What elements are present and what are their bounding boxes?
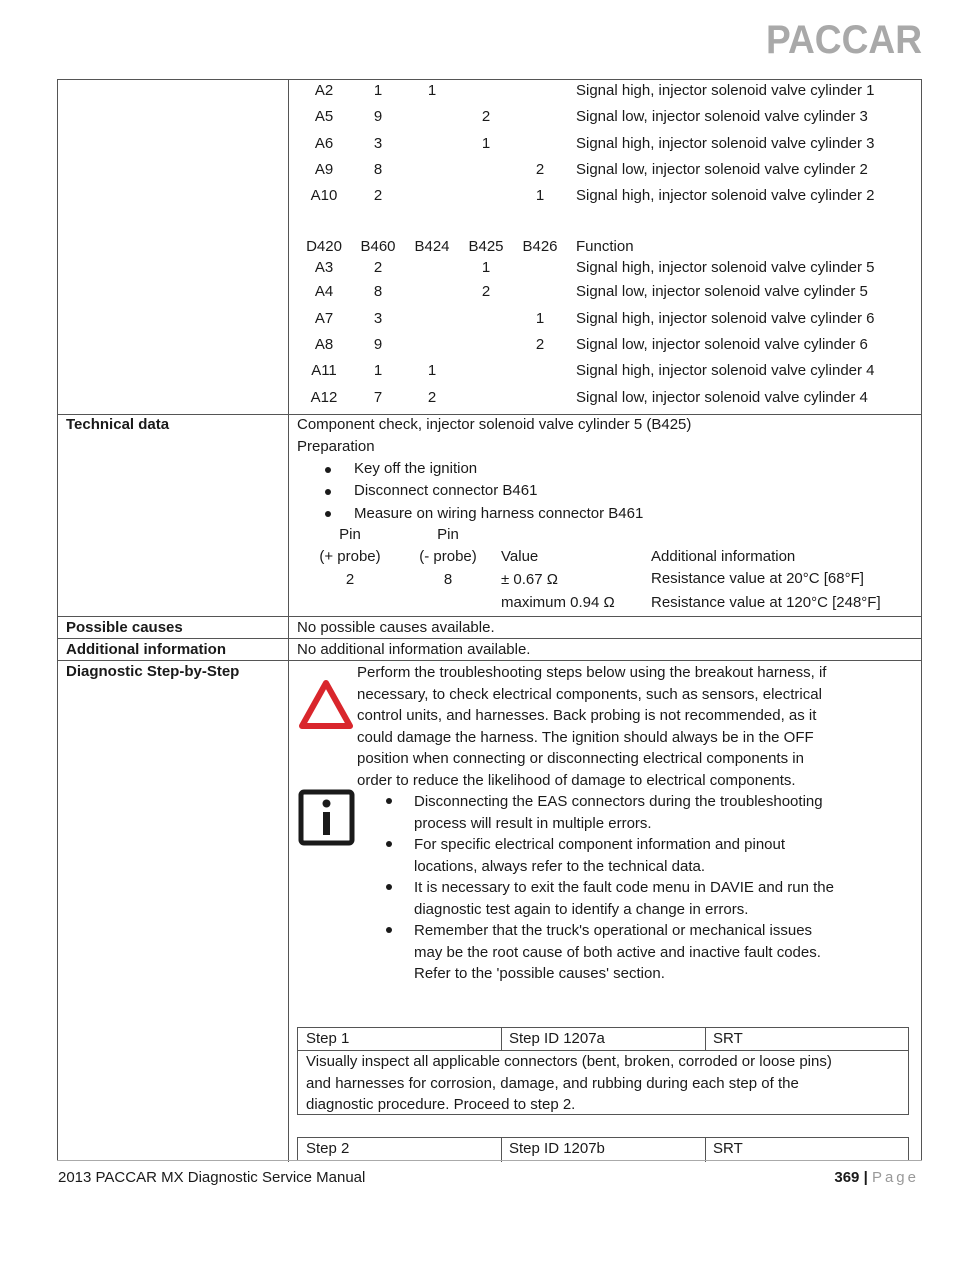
possible-causes-label: Possible causes xyxy=(66,619,183,636)
b460-cell: 2 xyxy=(373,187,383,204)
technical-data-title: Component check, injector solenoid valve cylinder 5 (B425) xyxy=(297,416,692,433)
column-divider xyxy=(288,80,289,1162)
b424-cell: 1 xyxy=(427,362,437,379)
step-id: Step ID 1207a xyxy=(509,1030,605,1047)
function-cell: Signal high, injector solenoid valve cylinder 6 xyxy=(576,310,875,327)
b425-cell: 2 xyxy=(481,108,491,125)
b425-cell: 1 xyxy=(481,259,491,276)
info-icon xyxy=(298,789,355,846)
function-cell: Signal low, injector solenoid valve cylinder 6 xyxy=(576,336,868,353)
bullet xyxy=(386,841,392,847)
pin-cell: A2 xyxy=(314,82,334,99)
logo-text: PACCAR xyxy=(766,20,923,56)
pin-cell: A6 xyxy=(314,135,334,152)
bullet xyxy=(386,798,392,804)
measure-value: maximum 0.94 Ω xyxy=(501,594,615,611)
page-number-block xyxy=(834,1168,919,1188)
srt-label: SRT xyxy=(713,1140,743,1157)
b460-cell: 1 xyxy=(373,82,383,99)
info-bullet-text: For specific electrical component information and pinout locations, always refer to the technical data. xyxy=(414,836,786,875)
step-id: Step ID 1207b xyxy=(509,1140,605,1157)
function-cell: Signal low, injector solenoid valve cylinder 3 xyxy=(576,108,868,125)
column-header: B424 xyxy=(414,238,450,255)
column-header: B425 xyxy=(468,238,504,255)
info-bullet-text: Disconnecting the EAS connectors during the troubleshooting process will result in multiple errors. xyxy=(414,793,823,832)
pin-plus-header: (+ probe) xyxy=(319,548,381,565)
pin-minus-value: 8 xyxy=(443,571,453,588)
function-cell: Signal high, injector solenoid valve cylinder 4 xyxy=(576,362,875,379)
function-cell: Signal high, injector solenoid valve cylinder 5 xyxy=(576,259,875,276)
preparation-label: Preparation xyxy=(297,438,375,455)
b460-cell: 8 xyxy=(373,283,383,300)
b426-cell: 2 xyxy=(535,336,545,353)
pin-cell: A3 xyxy=(314,259,334,276)
row-divider xyxy=(58,660,921,661)
b425-cell: 1 xyxy=(481,135,491,152)
pin-minus-header: (- probe) xyxy=(419,548,477,565)
column-header: B426 xyxy=(522,238,558,255)
b460-cell: 1 xyxy=(373,362,383,379)
b426-cell: 1 xyxy=(535,187,545,204)
page-word: Page xyxy=(871,1169,919,1186)
bullet xyxy=(386,884,392,890)
measure-value: ± 0.67 Ω xyxy=(501,571,558,588)
step-label: Step 1 xyxy=(306,1030,350,1047)
diagnostic-label: Diagnostic Step-by-Step xyxy=(66,663,240,680)
measure-info: Resistance value at 120°C [248°F] xyxy=(651,594,881,611)
bullet xyxy=(325,511,331,517)
pin-cell: A8 xyxy=(314,336,334,353)
pin-plus-header: Pin xyxy=(339,526,361,543)
function-cell: Signal low, injector solenoid valve cylinder 5 xyxy=(576,283,868,300)
pin-cell: A7 xyxy=(314,310,334,327)
row-divider xyxy=(58,638,921,639)
info-bullet-text: Remember that the truck's operational or mechanical issues may be the root cause of both active and inactive fault codes. Refer to the 'possible causes' section. xyxy=(414,922,821,982)
function-cell: Signal low, injector solenoid valve cylinder 2 xyxy=(576,161,868,178)
preparation-step: Disconnect connector B461 xyxy=(354,482,538,499)
srt-label: SRT xyxy=(713,1030,743,1047)
technical-data-label: Technical data xyxy=(66,416,170,433)
page-cut-line xyxy=(57,1160,922,1161)
column-header: D420 xyxy=(306,238,342,255)
function-cell: Signal high, injector solenoid valve cylinder 3 xyxy=(576,135,875,152)
pin-cell: A9 xyxy=(314,161,334,178)
b460-cell: 2 xyxy=(373,259,383,276)
b460-cell: 3 xyxy=(373,310,383,327)
page-separator: | xyxy=(863,1169,868,1186)
b460-cell: 7 xyxy=(373,389,383,406)
pin-cell: A11 xyxy=(311,362,337,379)
b426-cell: 2 xyxy=(535,161,545,178)
step-text: Visually inspect all applicable connectors (bent, broken, corroded or loose pins) and harnesses for corrosion, damage, and rubbing during each step of the diagnostic procedure. Proceed to step 2. xyxy=(306,1053,832,1113)
b460-cell: 3 xyxy=(373,135,383,152)
b460-cell: 8 xyxy=(373,161,383,178)
info-header: Additional information xyxy=(651,548,796,565)
additional-information-label: Additional information xyxy=(66,641,226,658)
row-divider xyxy=(58,616,921,617)
page-number: 369 xyxy=(834,1169,860,1186)
row-divider xyxy=(58,414,921,415)
b426-cell: 1 xyxy=(535,310,545,327)
bullet xyxy=(386,927,392,933)
bullet xyxy=(325,489,331,495)
b424-cell: 1 xyxy=(427,82,437,99)
column-header: B460 xyxy=(360,238,396,255)
function-cell: Signal high, injector solenoid valve cylinder 1 xyxy=(576,82,875,99)
paccar-logo xyxy=(766,20,924,56)
footer-title: 2013 PACCAR MX Diagnostic Service Manual xyxy=(58,1169,366,1186)
column-header: Function xyxy=(576,238,634,255)
step-label: Step 2 xyxy=(306,1140,350,1157)
function-cell: Signal high, injector solenoid valve cylinder 2 xyxy=(576,187,875,204)
pin-cell: A12 xyxy=(310,389,338,406)
additional-information-text: No additional information available. xyxy=(297,641,531,658)
b460-cell: 9 xyxy=(373,336,383,353)
preparation-step: Measure on wiring harness connector B461 xyxy=(354,505,644,522)
pin-minus-header: Pin xyxy=(437,526,459,543)
warning-triangle-icon xyxy=(298,679,354,731)
preparation-step: Key off the ignition xyxy=(354,460,478,477)
pin-cell: A10 xyxy=(310,187,338,204)
b425-cell: 2 xyxy=(481,283,491,300)
bullet xyxy=(325,467,331,473)
pin-cell: A4 xyxy=(314,283,334,300)
pin-cell: A5 xyxy=(314,108,334,125)
warning-text: Perform the troubleshooting steps below using the breakout harness, if necessary, to check electrical components, such as sensors, electrical control units, and harnesses. Back probing is not recommended, as it could damage the harness. The ignition should always be in the OFF position when connecting or disconnecting electrical components in order to reduce the likelihood of damage to electrical components. xyxy=(357,664,827,789)
b424-cell: 2 xyxy=(427,389,437,406)
b460-cell: 9 xyxy=(373,108,383,125)
value-header: Value xyxy=(501,548,539,565)
possible-causes-text: No possible causes available. xyxy=(297,619,495,636)
function-cell: Signal low, injector solenoid valve cylinder 4 xyxy=(576,389,868,406)
pin-plus-value: 2 xyxy=(345,571,355,588)
measure-info: Resistance value at 20°C [68°F] xyxy=(651,570,864,587)
info-bullet-text: It is necessary to exit the fault code menu in DAVIE and run the diagnostic test again to identify a change in errors. xyxy=(414,879,834,918)
